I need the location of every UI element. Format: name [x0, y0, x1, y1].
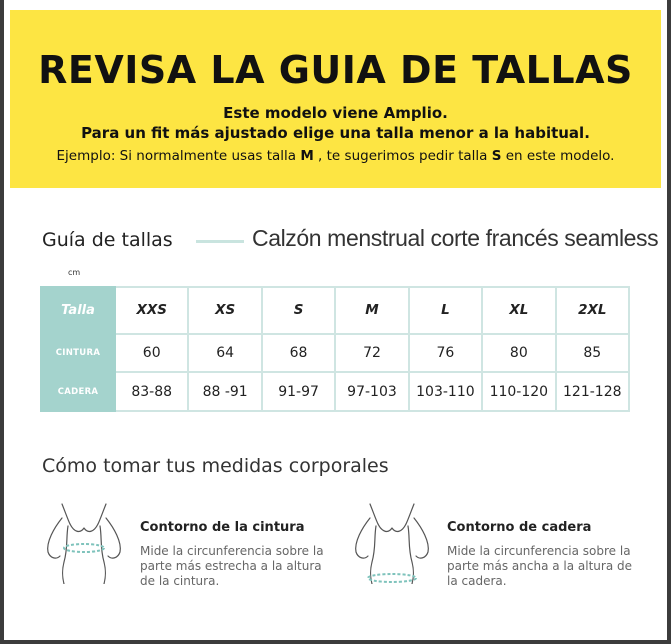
size-header-cell: XS — [188, 287, 261, 334]
table-row-cadera — [41, 372, 629, 411]
example-text-a: Ejemplo: Si normalmente usas talla — [56, 148, 301, 164]
table-cell: 83-88 — [115, 372, 188, 411]
table-cell: 85 — [556, 334, 629, 373]
size-header-cell: S — [262, 287, 335, 334]
unit-label: cm — [68, 268, 81, 277]
example-text-c: en este modelo. — [501, 148, 615, 164]
banner-line-1: Este modelo viene Amplio. — [223, 104, 448, 122]
how-to-measure-title: Cómo tomar tus medidas corporales — [42, 455, 389, 477]
size-guide-title: Guía de tallas — [42, 229, 173, 251]
waist-measure-desc: Mide la circunferencia sobre la parte más estrecha a la altura de la cintura. — [140, 544, 324, 588]
table-cell: 97-103 — [335, 372, 408, 411]
hip-measure-desc: Mide la circunferencia sobre la parte más ancha a la altura de la cadera. — [447, 544, 633, 588]
banner-line-2: Para un fit más ajustado elige una talla menor a la habitual. — [81, 124, 590, 142]
table-row-cintura — [41, 334, 629, 373]
table-cell: 121-128 — [556, 372, 629, 411]
hip-measure-title: Contorno de cadera — [447, 520, 592, 535]
banner — [10, 10, 661, 188]
size-table — [40, 286, 630, 412]
hip-figure-icon — [348, 498, 436, 584]
waist-measure-title: Contorno de la cintura — [140, 520, 305, 535]
size-header-cell: XL — [482, 287, 555, 334]
size-header-cell: M — [335, 287, 408, 334]
size-header-cell: L — [409, 287, 482, 334]
waist-figure-icon — [40, 498, 128, 584]
example-size-s: S — [491, 148, 502, 164]
row-label-cadera: CADERA — [41, 372, 115, 411]
table-header-row — [41, 287, 629, 334]
size-header-cell: 2XL — [556, 287, 629, 334]
example-size-m: M — [300, 148, 314, 164]
example-text-b: , te sugerimos pedir talla — [313, 148, 492, 164]
table-cell: 103-110 — [409, 372, 482, 411]
banner-example — [10, 148, 661, 164]
row-label-cintura: CINTURA — [41, 334, 115, 373]
table-cell: 80 — [482, 334, 555, 373]
table-cell: 68 — [262, 334, 335, 373]
table-cell: 64 — [188, 334, 261, 373]
table-cell: 91-97 — [262, 372, 335, 411]
table-cell: 76 — [409, 334, 482, 373]
banner-title: REVISA LA GUIA DE TALLAS — [38, 48, 633, 92]
table-cell: 110-120 — [482, 372, 555, 411]
size-header-label: Talla — [41, 287, 115, 334]
size-header-cell: XXS — [115, 287, 188, 334]
title-divider — [196, 240, 244, 243]
product-name: Calzón menstrual corte francés seamless — [252, 225, 659, 251]
table-cell: 60 — [115, 334, 188, 373]
table-cell: 88 -91 — [188, 372, 261, 411]
table-cell: 72 — [335, 334, 408, 373]
